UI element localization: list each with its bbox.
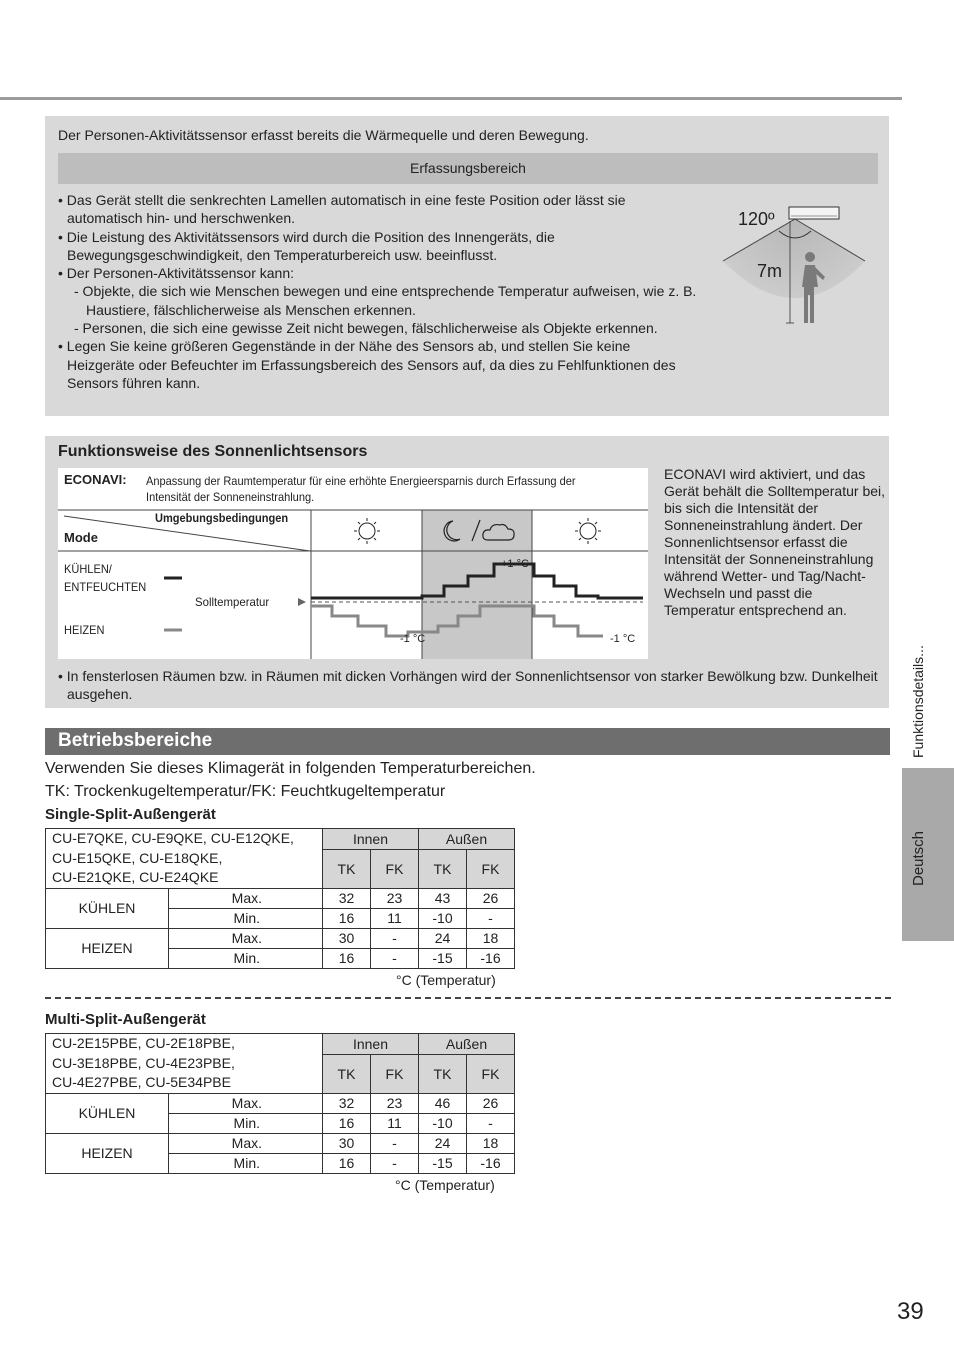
section-title: Betriebsbereiche <box>58 730 213 751</box>
indoor-header: Innen <box>323 1034 419 1055</box>
max-label: Max. <box>169 928 323 948</box>
table-row <box>46 1093 515 1113</box>
value-cell: 18 <box>467 928 515 948</box>
min-label: Min. <box>169 908 323 928</box>
mode-cell: HEIZEN <box>46 928 169 968</box>
sub-list <box>67 282 698 337</box>
min-label: Min. <box>169 1113 323 1133</box>
value-cell: -15 <box>419 948 467 968</box>
fk-header: FK <box>467 1054 515 1093</box>
econavi-diagram <box>58 468 648 659</box>
bullet-item: • Die Leistung des Aktivitätssensors wird durch die Position des Innengeräts, die Bewegungsgeschwindigkeit, den Temperaturbereich usw. beeinflusst. <box>58 228 555 263</box>
shaded-column <box>422 510 532 659</box>
value-cell: -16 <box>467 1153 515 1173</box>
value-cell: 18 <box>467 1133 515 1153</box>
model-list <box>46 829 323 889</box>
intro-line: Verwenden Sie dieses Klimagerät in folgenden Temperaturbereichen. <box>45 760 536 777</box>
value-cell: - <box>371 948 419 968</box>
header-mode: Mode <box>64 530 98 545</box>
detection-range-band: Erfassungsbereich <box>58 153 878 184</box>
sunlight-note: • In fensterlosen Räumen bzw. in Räumen mit dicken Vorhängen wird der Sonnenlichtsensor von starker Bewölkung bzw. Dunkelheit ausgehen. <box>58 668 878 702</box>
sun-icon <box>575 518 601 544</box>
value-cell: - <box>467 908 515 928</box>
max-label: Max. <box>169 888 323 908</box>
value-cell: 24 <box>419 1133 467 1153</box>
value-cell: - <box>371 1133 419 1153</box>
value-cell: 16 <box>323 1153 371 1173</box>
target-temp-label: Solltemperatur <box>195 595 270 609</box>
value-cell: 23 <box>371 1093 419 1113</box>
indoor-unit-icon <box>789 207 839 219</box>
model-line: CU-E7QKE, CU-E9QKE, CU-E12QKE, <box>52 830 294 846</box>
bullet-text: • Der Personen-Aktivitätssensor kann: <box>58 265 295 282</box>
side-tab-language[interactable] <box>902 768 954 941</box>
page-number: 39 <box>897 1298 924 1325</box>
outdoor-header: Außen <box>419 829 515 850</box>
outdoor-header: Außen <box>419 1034 515 1055</box>
side-tab-label: Deutsch <box>910 830 927 886</box>
header-conditions: Umgebungsbedingungen <box>155 511 289 525</box>
tk-header: TK <box>323 849 371 888</box>
value-cell: 11 <box>371 908 419 928</box>
sub-item: - Objekte, die sich wie Menschen bewegen und eine entsprechende Temperatur aufweisen, wie z. B. Haustiere, fälschlicherweise als Menschen erkennen. <box>74 283 697 318</box>
unit-note: °C (Temperatur) <box>395 1177 495 1193</box>
value-cell: 16 <box>323 1113 371 1133</box>
top-rule <box>0 97 902 100</box>
fk-header: FK <box>371 1054 419 1093</box>
value-cell: - <box>371 928 419 948</box>
mode-cell: HEIZEN <box>46 1133 169 1173</box>
econavi-label: ECONAVI: <box>64 472 127 487</box>
sensor-bullet-list <box>58 191 698 392</box>
value-cell: 16 <box>323 948 371 968</box>
bullet-item <box>58 264 698 337</box>
model-line: CU-2E15PBE, CU-2E18PBE, <box>52 1035 235 1051</box>
value-cell: 11 <box>371 1113 419 1133</box>
sun-icon <box>354 518 380 544</box>
detection-angle: 120º <box>738 209 775 229</box>
max-label: Max. <box>169 1133 323 1153</box>
value-cell: - <box>467 1113 515 1133</box>
mode-cell: KÜHLEN <box>46 888 169 928</box>
unit-note: °C (Temperatur) <box>396 972 496 988</box>
value-cell: 30 <box>323 1133 371 1153</box>
table-row <box>46 888 515 908</box>
detection-distance: 7m <box>757 261 783 281</box>
side-tab-label: Funktionsdetails... <box>910 645 926 758</box>
value-cell: 16 <box>323 908 371 928</box>
multi-split-table <box>45 1033 515 1174</box>
value-cell: -16 <box>467 948 515 968</box>
model-line: CU-3E18PBE, CU-4E23PBE, <box>52 1054 235 1071</box>
table-row <box>46 1133 515 1153</box>
sunlight-heading: Funktionsweise des Sonnenlichtsensors <box>58 443 368 460</box>
section-title-bar <box>45 728 890 755</box>
abbrev-line: TK: Trockenkugeltemperatur/FK: Feuchtkugeltemperatur <box>45 783 446 800</box>
sub-item: - Personen, die sich eine gewisse Zeit nicht bewegen, fälschlicherweise als Objekte erkennen. <box>74 320 658 337</box>
fk-header: FK <box>467 849 515 888</box>
econavi-chart <box>58 468 648 659</box>
value-cell: -10 <box>419 908 467 928</box>
value-cell: 26 <box>467 1093 515 1113</box>
min-label: Min. <box>169 1153 323 1173</box>
econavi-explanation: ECONAVI wird aktiviert, und das Gerät behält die Solltemperatur bei, bis sich die Intensität der Sonneneinstrahlung ändert. Der Sonnenlichtsensor erfasst die Intensität der Sonneneinstrahlung während Wetter- und Tag/Nacht-Wechseln und passt die Temperatur entsprechend an. <box>664 466 886 618</box>
value-cell: 43 <box>419 888 467 908</box>
single-split-table <box>45 828 515 969</box>
min-label: Min. <box>169 948 323 968</box>
model-line: CU-E21QKE, CU-E24QKE <box>52 869 219 885</box>
fk-header: FK <box>371 849 419 888</box>
value-cell: - <box>371 1153 419 1173</box>
value-cell: -10 <box>419 1113 467 1133</box>
model-list <box>46 1034 323 1094</box>
single-split-heading: Single-Split-Außengerät <box>45 806 216 823</box>
value-cell: 24 <box>419 928 467 948</box>
tk-header: TK <box>323 1054 371 1093</box>
value-cell: 32 <box>323 1093 371 1113</box>
multi-split-heading: Multi-Split-Außengerät <box>45 1011 206 1028</box>
max-label: Max. <box>169 1093 323 1113</box>
value-cell: 23 <box>371 888 419 908</box>
dashed-divider <box>45 997 891 999</box>
target-arrow <box>298 598 306 606</box>
mode-cool-line1: KÜHLEN/ <box>64 562 112 576</box>
value-cell: 46 <box>419 1093 467 1113</box>
value-cell: 26 <box>467 888 515 908</box>
mode-heat-label: HEIZEN <box>64 623 105 637</box>
minus-one-label: -1 °C <box>610 633 636 645</box>
value-cell: -15 <box>419 1153 467 1173</box>
mode-cool-label <box>64 560 146 596</box>
detection-cone <box>723 219 865 298</box>
sensor-intro: Der Personen-Aktivitätssensor erfasst bereits die Wärmequelle und deren Bewegung. <box>58 127 589 143</box>
model-line: CU-4E27PBE, CU-5E34PBE <box>52 1074 231 1090</box>
plus-one-label: +1 °C <box>501 558 529 570</box>
mode-cell: KÜHLEN <box>46 1093 169 1133</box>
tk-header: TK <box>419 849 467 888</box>
side-tab-function-details[interactable] <box>902 600 954 765</box>
econavi-description: Anpassung der Raumtemperatur für eine erhöhte Energieersparnis durch Erfassung der Intensität der Sonneneinstrahlung. <box>146 474 576 504</box>
table-row <box>46 928 515 948</box>
minus-one-label: -1 °C <box>400 633 426 645</box>
mode-cool-line2: ENTFEUCHTEN <box>64 580 147 594</box>
bullet-item: • Legen Sie keine größeren Gegenstände in der Nähe des Sensors ab, und stellen Sie keine Heizgeräte oder Befeuchter im Erfassungsbereich des Sensors auf, da dies zu Fehlfunktionen des Sensors führen kann. <box>58 338 676 391</box>
indoor-header: Innen <box>323 829 419 850</box>
value-cell: 32 <box>323 888 371 908</box>
value-cell: 30 <box>323 928 371 948</box>
model-line: CU-E15QKE, CU-E18QKE, <box>52 849 223 866</box>
bullet-item: • Das Gerät stellt die senkrechten Lamellen automatisch in eine feste Position oder lässt sie automatisch hin- und herschwenken. <box>58 192 626 227</box>
tk-header: TK <box>419 1054 467 1093</box>
